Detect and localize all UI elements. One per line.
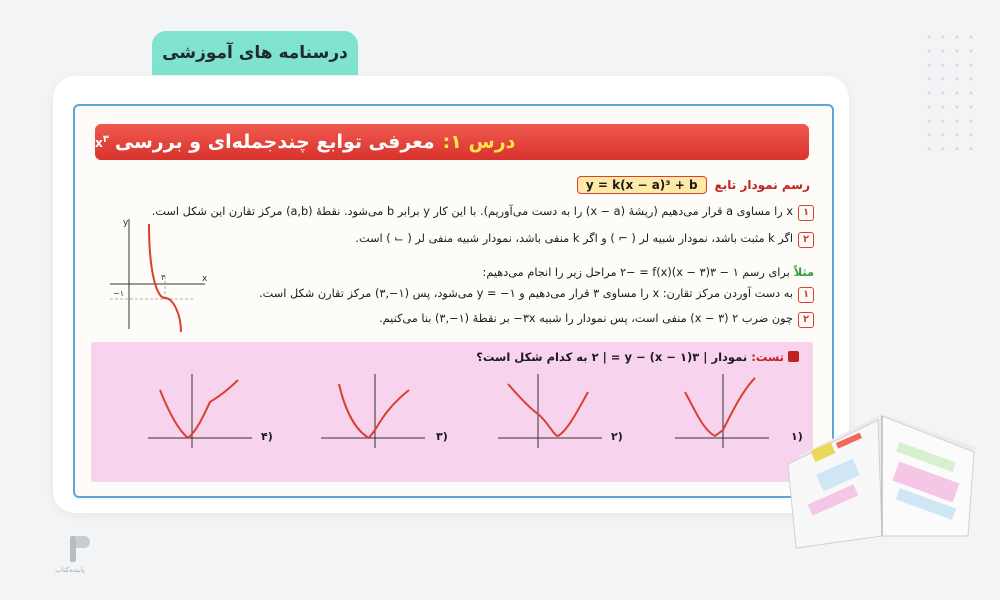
option-2-label: ۲) — [611, 430, 623, 443]
textbook-page-scan — [73, 104, 834, 498]
option-1-label: ۱) — [791, 430, 803, 443]
option-4-graph — [146, 370, 256, 450]
section-badge-label: درسنامه های آموزشی — [162, 43, 348, 63]
example-label: مثلاً — [793, 266, 814, 279]
subheading-formula: y = k(x − a)³ + b — [577, 176, 707, 194]
lesson-number: درس ۱: — [442, 131, 516, 153]
open-book-illustration — [778, 386, 984, 554]
tick-x-label: ۳ — [161, 273, 166, 282]
rule-line-2 — [355, 232, 814, 248]
brand-logo-icon — [58, 530, 98, 570]
rule-text-2: اگر k مثبت باشد، نمودار شبیه لر ( ⌐ ) و اگر k منفی باشد، نمودار شبیه منفی لر ( ⌙ ) است. — [355, 232, 793, 245]
example-cubic-graph — [105, 214, 210, 334]
axis-x-label: x — [202, 274, 208, 284]
axis-y-label: y — [123, 218, 129, 228]
pencil-icon — [788, 351, 799, 362]
lesson-title-exponent: $x^۳$ — [95, 134, 109, 150]
step-line-1 — [259, 287, 814, 303]
step-marker: ۲ — [798, 232, 814, 248]
test-section — [91, 342, 813, 482]
option-4-label: ۴) — [261, 430, 273, 443]
lesson-title: معرفی توابع چندجمله‌ای و بررسی — [114, 131, 435, 153]
decorative-dot-grid — [922, 30, 982, 150]
subheading — [577, 174, 810, 196]
step-text-1: به دست آوردن مرکز تقارن: x را مساوی ۳ قرار می‌دهیم و ۱− = y می‌شود، پس (۱−,۳) مرکز تقارن شکل است. — [259, 287, 793, 300]
step-line-2 — [379, 312, 814, 328]
example-text: برای رسم ۱ − ۳(x − ۳)۲− = f(x) مراحل زیر را انجام می‌دهیم: — [482, 266, 790, 279]
test-label: تست: — [751, 350, 784, 364]
lesson-title-bar — [95, 124, 809, 160]
step-marker: ۱ — [798, 287, 814, 303]
example-line — [483, 266, 814, 279]
brand-logo-text: پاینده‌کتاب — [55, 566, 85, 574]
section-badge — [152, 31, 358, 75]
test-question-text: نمودار | ۳(۱ − x) − ۲ | = y به کدام شکل است؟ — [476, 350, 748, 364]
option-3-label: ۳) — [436, 430, 448, 443]
option-2-graph — [496, 370, 606, 450]
step-marker: ۱ — [798, 205, 814, 221]
step-text-2: چون ضرب ۲ (۳ − x) منفی است، پس نمودار را شبیه ۳x− بر نقطهٔ (۱−,۳) بنا می‌کنیم. — [379, 312, 793, 325]
tick-y-label: −۱ — [113, 289, 124, 298]
test-question — [476, 350, 799, 364]
option-3-graph — [319, 370, 429, 450]
step-marker: ۲ — [798, 312, 814, 328]
rule-line-1 — [152, 205, 814, 221]
option-1-graph — [673, 370, 773, 450]
rule-text-1: x را مساوی a قرار می‌دهیم (ریشهٔ (x − a) را به دست می‌آوریم). با این کار y برابر b می‌شود. نقطهٔ (a,b) مرکز تقارن این شکل است. — [151, 205, 793, 218]
subheading-label: رسم نمودار تابع — [714, 178, 810, 192]
